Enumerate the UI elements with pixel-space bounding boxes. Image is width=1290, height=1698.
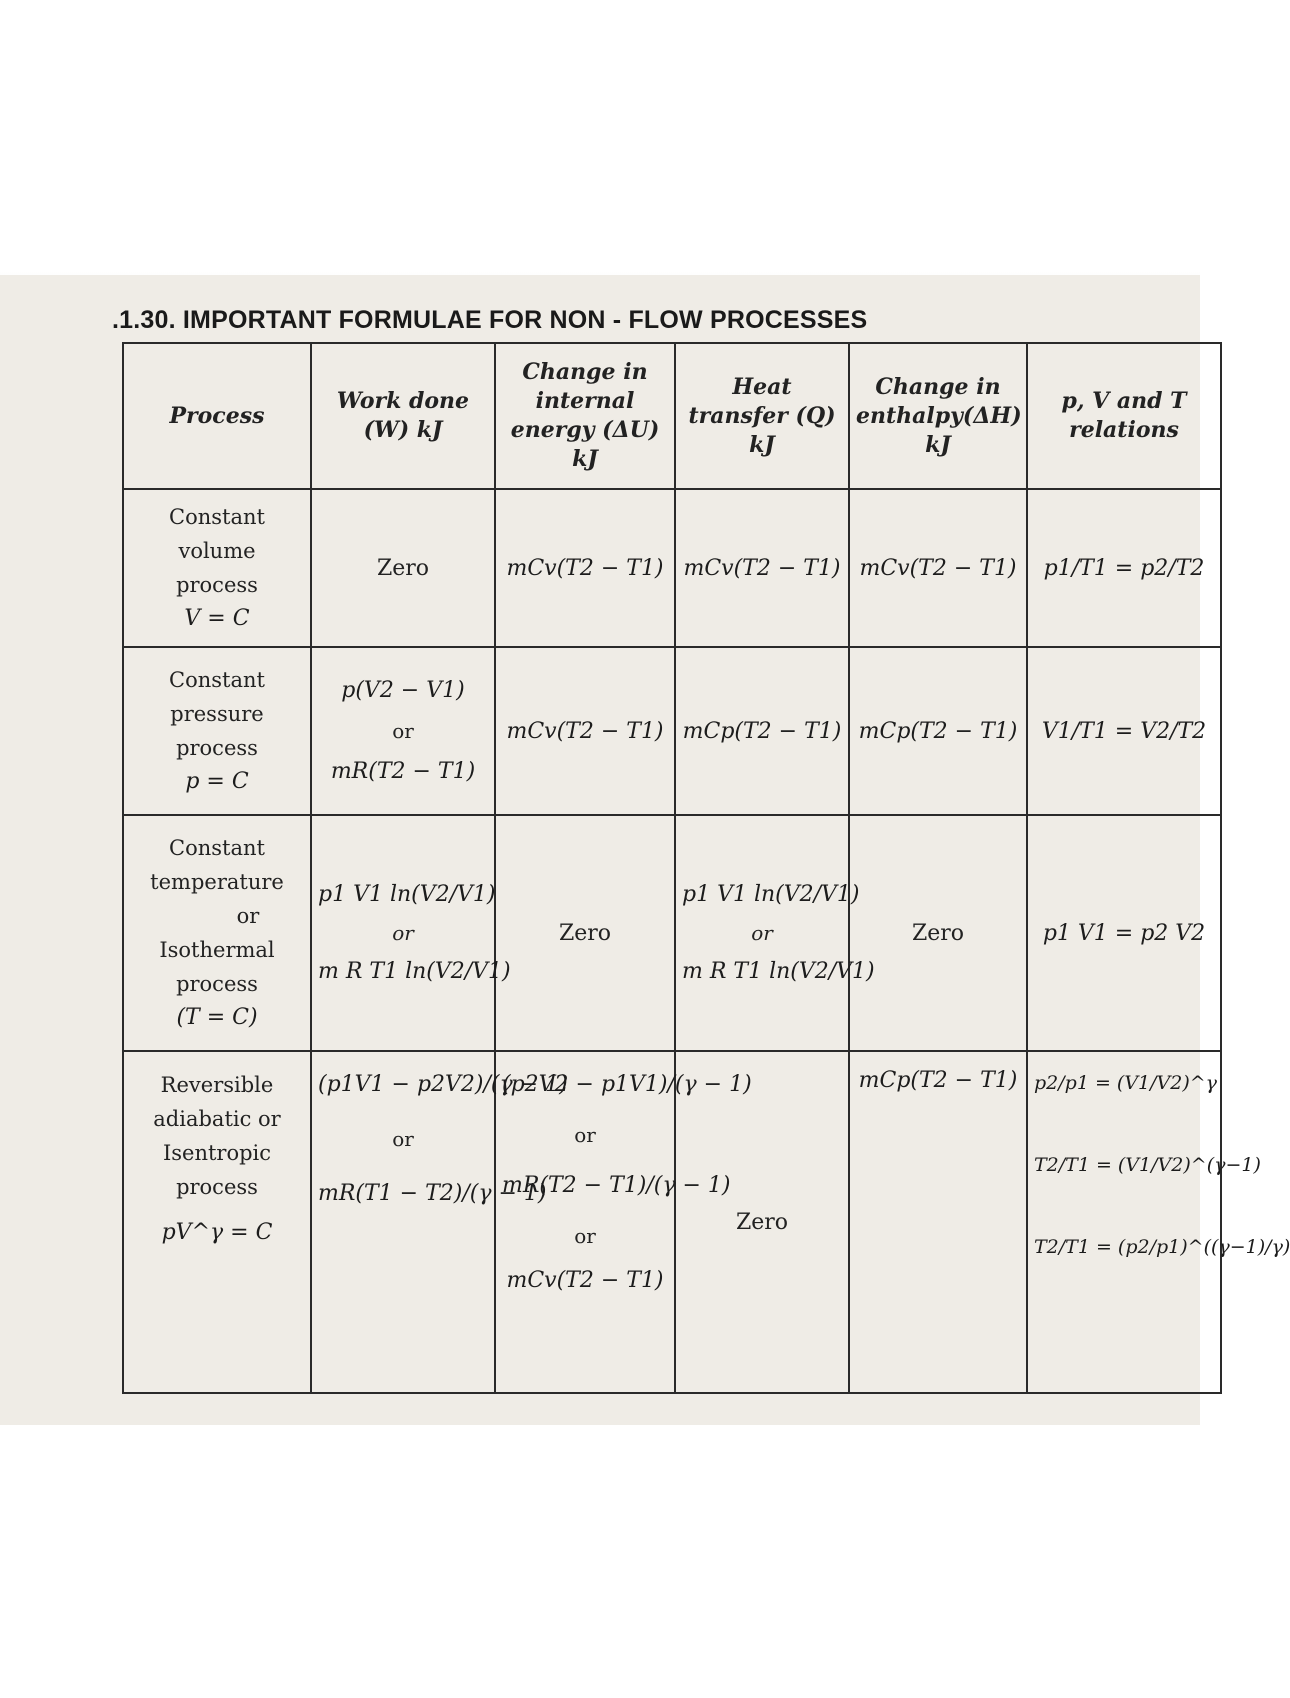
q-formula: p1 V1 ln(V2/V1) (682, 882, 860, 907)
process-line: process (176, 972, 258, 996)
work-cell (311, 647, 495, 815)
process-line: pV^γ = C (161, 1220, 273, 1245)
process-line: process (176, 573, 258, 597)
process-cell (123, 489, 311, 647)
work-cell (311, 815, 511, 1051)
q-cell (675, 647, 849, 815)
process-line: Constant (169, 836, 265, 860)
work-formula: m R T1 ln(V2/V1) (318, 959, 511, 984)
formulae-table (122, 342, 1290, 1394)
q-value: Zero (735, 1209, 789, 1235)
table-row-adiabatic (123, 1051, 1221, 1393)
work-value: Zero (376, 555, 430, 581)
work-formula: p1 V1 ln(V2/V1) (318, 882, 496, 907)
du-formula: (p2V2 − p1V1)/(γ − 1) (502, 1072, 752, 1097)
pvt-formula: p1 V1 = p2 V2 (1042, 920, 1206, 946)
process-line: V = C (184, 606, 250, 631)
process-line: Isothermal (159, 938, 275, 962)
or-label: or (574, 1224, 596, 1248)
process-line: Constant (169, 668, 265, 692)
header-internal-energy: Change in internal energy (ΔU) kJ (495, 343, 675, 489)
pvt-formula: T2/T1 = (V1/V2)^(γ−1) (1034, 1154, 1261, 1176)
dh-formula: mCp(T2 − T1) (858, 718, 1018, 744)
dh-formula: mCv(T2 − T1) (859, 555, 1017, 581)
table-row-isothermal (123, 815, 1221, 1051)
pvt-formula: p2/p1 = (V1/V2)^γ (1034, 1072, 1218, 1094)
process-cell (123, 1051, 311, 1393)
du-formula: mCv(T2 − T1) (506, 1268, 664, 1293)
or-label: or (392, 921, 414, 945)
process-cell (123, 647, 311, 815)
pvt-cell (1027, 1051, 1290, 1393)
work-formula: mR(T2 − T1) (330, 759, 476, 784)
pvt-cell (1027, 647, 1221, 815)
process-cell (123, 815, 311, 1051)
dh-value: Zero (911, 920, 965, 946)
or-label: or (392, 719, 414, 743)
q-formula: m R T1 ln(V2/V1) (682, 959, 875, 984)
q-formula: mCv(T2 − T1) (683, 555, 841, 581)
q-formula: mCp(T2 − T1) (682, 718, 842, 744)
process-line: Reversible (160, 1073, 274, 1097)
header-row (123, 343, 1221, 489)
work-formula: p(V2 − V1) (341, 678, 465, 703)
process-line: (T = C) (176, 1005, 258, 1030)
header-work: Work done (W) kJ (311, 343, 495, 489)
pvt-formula: T2/T1 = (p2/p1)^((γ−1)/γ) (1034, 1236, 1290, 1258)
pvt-cell (1027, 489, 1221, 647)
du-value: Zero (558, 920, 612, 946)
process-line: process (176, 736, 258, 760)
du-cell (495, 489, 675, 647)
header-enthalpy: Change in enthalpy(ΔH) kJ (849, 343, 1027, 489)
du-formula: mCv(T2 − T1) (506, 555, 664, 581)
or-label: or (574, 1123, 596, 1147)
process-line: process (176, 1175, 258, 1199)
dh-cell (849, 1051, 1027, 1393)
q-cell (675, 489, 849, 647)
section-title: .1.30. IMPORTANT FORMULAE FOR NON - FLOW PROCESSES (112, 306, 868, 334)
process-line: temperature (150, 870, 284, 894)
du-cell (495, 1051, 752, 1393)
header-process: Process (123, 343, 311, 489)
du-cell (495, 815, 675, 1051)
dh-cell (849, 489, 1027, 647)
pvt-formula: p1/T1 = p2/T2 (1043, 555, 1205, 581)
du-formula: mR(T2 − T1)/(γ − 1) (502, 1173, 731, 1198)
process-line: p = C (185, 769, 249, 794)
du-formula: mCv(T2 − T1) (506, 718, 664, 744)
q-cell (675, 815, 875, 1051)
du-cell (495, 647, 675, 815)
or-label: or (392, 1127, 414, 1151)
header-pvt: p, V and T relations (1027, 343, 1221, 489)
process-line: pressure (170, 702, 264, 726)
pvt-cell (1027, 815, 1221, 1051)
or-label: or (751, 921, 773, 945)
header-heat-transfer: Heat transfer (Q) kJ (675, 343, 849, 489)
pvt-formula: V1/T1 = V2/T2 (1041, 718, 1207, 744)
process-line: or (236, 904, 260, 928)
work-cell (311, 1051, 568, 1393)
work-formula: mR(T1 − T2)/(γ − 1) (318, 1181, 547, 1206)
work-cell (311, 489, 495, 647)
table-row-constant-pressure (123, 647, 1221, 815)
dh-cell (849, 815, 1027, 1051)
work-formula: (p1V1 − p2V2)/(γ − 1) (318, 1072, 568, 1097)
process-line: Isentropic (162, 1141, 272, 1165)
dh-formula: mCp(T2 − T1) (858, 1068, 1018, 1093)
table-row-constant-volume (123, 489, 1221, 647)
dh-cell (849, 647, 1027, 815)
process-line: Constant (169, 505, 265, 529)
process-line: volume (178, 539, 256, 563)
process-line: adiabatic or (153, 1107, 281, 1131)
q-cell (675, 1051, 849, 1393)
